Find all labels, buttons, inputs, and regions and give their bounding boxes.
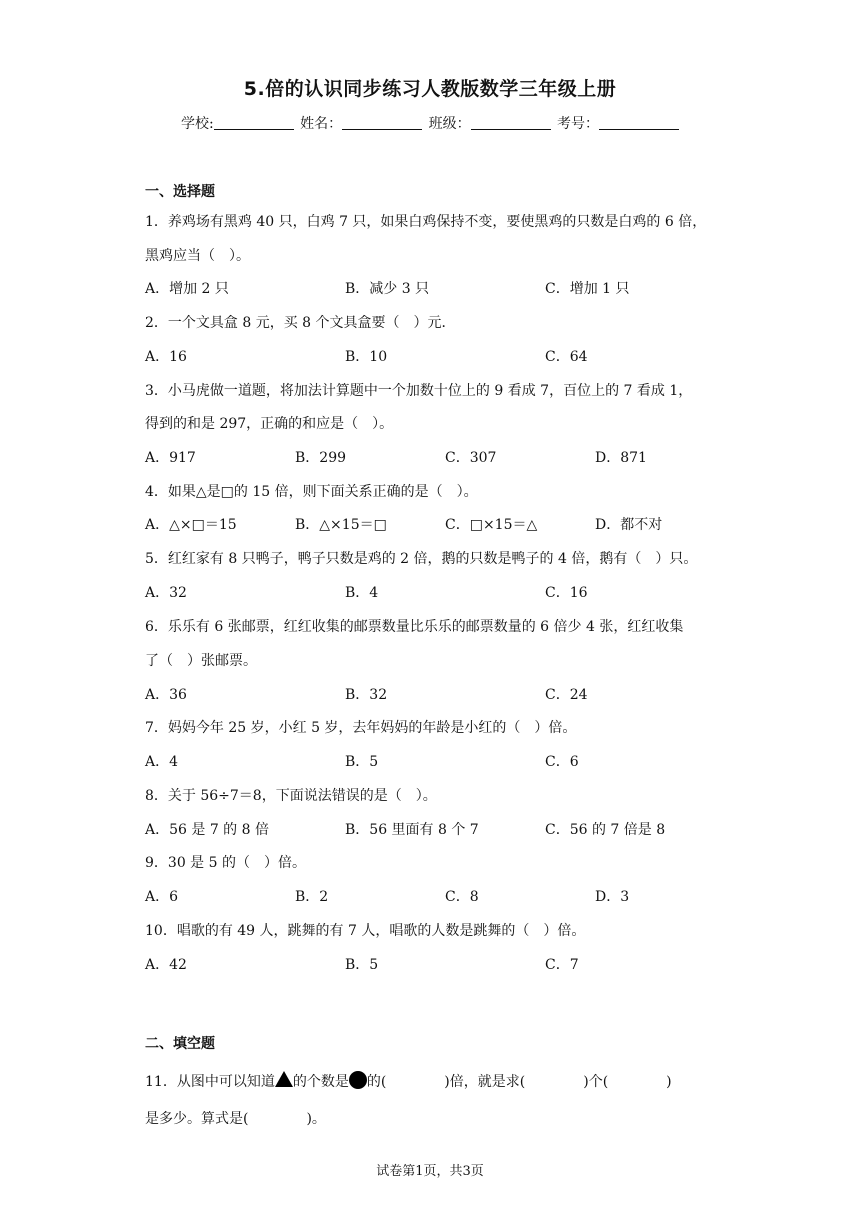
question-3-option-d[interactable]: D．871 bbox=[595, 450, 647, 466]
question-11-text-4: )倍，就是求( bbox=[444, 1074, 526, 1090]
circle-icon bbox=[349, 1071, 367, 1089]
question-4-option-b[interactable]: B．△×15＝□ bbox=[295, 517, 387, 533]
triangle-icon bbox=[275, 1071, 293, 1087]
exam-number-label: 考号： bbox=[557, 116, 600, 132]
question-5-line-1: 5．红红家有 8 只鸭子，鸭子只数是鸡的 2 倍，鹅的只数是鸭子的 4 倍，鹅有（ ）只。 bbox=[145, 551, 698, 567]
question-1-option-a[interactable]: A．增加 2 只 bbox=[145, 281, 229, 297]
question-3-option-b[interactable]: B．299 bbox=[295, 450, 347, 466]
exam-number-blank[interactable] bbox=[599, 115, 679, 130]
question-3-line-1: 3．小马虎做一道题，将加法计算题中一个加数十位上的 9 看成 7，百位上的 7 看成 1， bbox=[145, 383, 693, 399]
question-11-text-1: 11．从图中可以知道 bbox=[145, 1074, 275, 1090]
student-info-line bbox=[0, 113, 860, 133]
question-3-option-c[interactable]: C．307 bbox=[445, 450, 497, 466]
question-11-text-2: 的个数是 bbox=[292, 1074, 349, 1090]
question-1-option-b[interactable]: B．减少 3 只 bbox=[345, 281, 430, 297]
question-6-line-1: 6．乐乐有 6 张邮票，红红收集的邮票数量比乐乐的邮票数量的 6 倍少 4 张，红红收集 bbox=[145, 619, 684, 635]
question-7-option-a[interactable]: A．4 bbox=[145, 754, 179, 770]
question-5-option-c[interactable]: C．16 bbox=[545, 585, 588, 601]
question-2-option-b[interactable]: B．10 bbox=[345, 349, 388, 365]
question-11-line-1 bbox=[145, 1071, 672, 1091]
question-11-text-6: ) bbox=[666, 1074, 672, 1090]
question-9-line-1: 9．30 是 5 的（ ）倍。 bbox=[145, 855, 306, 871]
question-8-option-c[interactable]: C．56 的 7 倍是 8 bbox=[545, 822, 666, 838]
question-10-line-1: 10．唱歌的有 49 人，跳舞的有 7 人，唱歌的人数是跳舞的（ ）倍。 bbox=[145, 923, 586, 939]
question-2-option-a[interactable]: A．16 bbox=[145, 349, 187, 365]
question-11-text-8: )。 bbox=[306, 1111, 326, 1127]
question-8-option-a[interactable]: A．56 是 7 的 8 倍 bbox=[145, 822, 269, 838]
question-10-option-c[interactable]: C．7 bbox=[545, 957, 579, 973]
question-7-option-c[interactable]: C．6 bbox=[545, 754, 579, 770]
question-11-text-5: )个( bbox=[583, 1074, 609, 1090]
page-footer: 试卷第1页，共3页 bbox=[376, 1164, 484, 1179]
question-6-option-c[interactable]: C．24 bbox=[545, 687, 588, 703]
question-1-line-1: 1．养鸡场有黑鸡 40 只，白鸡 7 只，如果白鸡保持不变，要使黑鸡的只数是白鸡的 6 倍， bbox=[145, 214, 707, 230]
question-8-line-1: 8．关于 56÷7＝8，下面说法错误的是（ ）。 bbox=[145, 788, 437, 804]
school-blank[interactable] bbox=[214, 115, 294, 130]
name-label: 姓名： bbox=[300, 116, 343, 132]
question-6-option-b[interactable]: B．32 bbox=[345, 687, 388, 703]
question-9-option-d[interactable]: D．3 bbox=[595, 889, 630, 905]
question-3-line-2: 得到的和是 297，正确的和应是（ ）。 bbox=[145, 416, 394, 432]
class-blank[interactable] bbox=[471, 115, 551, 130]
question-9-option-c[interactable]: C．8 bbox=[445, 889, 479, 905]
question-4-option-c[interactable]: C．□×15＝△ bbox=[445, 517, 538, 533]
question-6-line-2: 了（ ）张邮票。 bbox=[145, 653, 257, 669]
question-2-line-1: 2．一个文具盒 8 元，买 8 个文具盒要（ ）元． bbox=[145, 315, 456, 331]
question-7-line-1: 7．妈妈今年 25 岁，小红 5 岁，去年妈妈的年龄是小红的（ ）倍。 bbox=[145, 720, 577, 736]
question-8-option-b[interactable]: B．56 里面有 8 个 7 bbox=[345, 822, 479, 838]
question-10-option-b[interactable]: B．5 bbox=[345, 957, 379, 973]
class-label: 班级： bbox=[428, 116, 471, 132]
school-label: 学校: bbox=[180, 116, 214, 132]
question-5-option-b[interactable]: B．4 bbox=[345, 585, 379, 601]
question-11-text-7: 是多少。算式是( bbox=[145, 1111, 249, 1127]
question-4-option-d[interactable]: D．都不对 bbox=[595, 517, 663, 533]
question-4-option-a[interactable]: A．△×□＝15 bbox=[145, 517, 237, 533]
question-11-text-3: 的( bbox=[366, 1074, 387, 1090]
question-7-option-b[interactable]: B．5 bbox=[345, 754, 379, 770]
question-5-option-a[interactable]: A．32 bbox=[145, 585, 187, 601]
question-4-line-1: 4．如果△是□的 15 倍，则下面关系正确的是（ ）。 bbox=[145, 484, 478, 500]
question-9-option-b[interactable]: B．2 bbox=[295, 889, 329, 905]
question-6-option-a[interactable]: A．36 bbox=[145, 687, 187, 703]
question-2-option-c[interactable]: C．64 bbox=[545, 349, 588, 365]
question-10-option-a[interactable]: A．42 bbox=[145, 957, 187, 973]
name-blank[interactable] bbox=[342, 115, 422, 130]
page-title: 5.倍的认识同步练习人教版数学三年级上册 bbox=[243, 78, 617, 100]
question-1-line-2: 黑鸡应当（ ）。 bbox=[145, 248, 250, 264]
section-heading-fill: 二、填空题 bbox=[145, 1036, 215, 1052]
question-1-option-c[interactable]: C．增加 1 只 bbox=[545, 281, 630, 297]
question-9-option-a[interactable]: A．6 bbox=[145, 889, 179, 905]
question-11-line-2 bbox=[145, 1108, 326, 1128]
question-3-option-a[interactable]: A．917 bbox=[145, 450, 196, 466]
section-heading-choice: 一、选择题 bbox=[145, 184, 215, 200]
